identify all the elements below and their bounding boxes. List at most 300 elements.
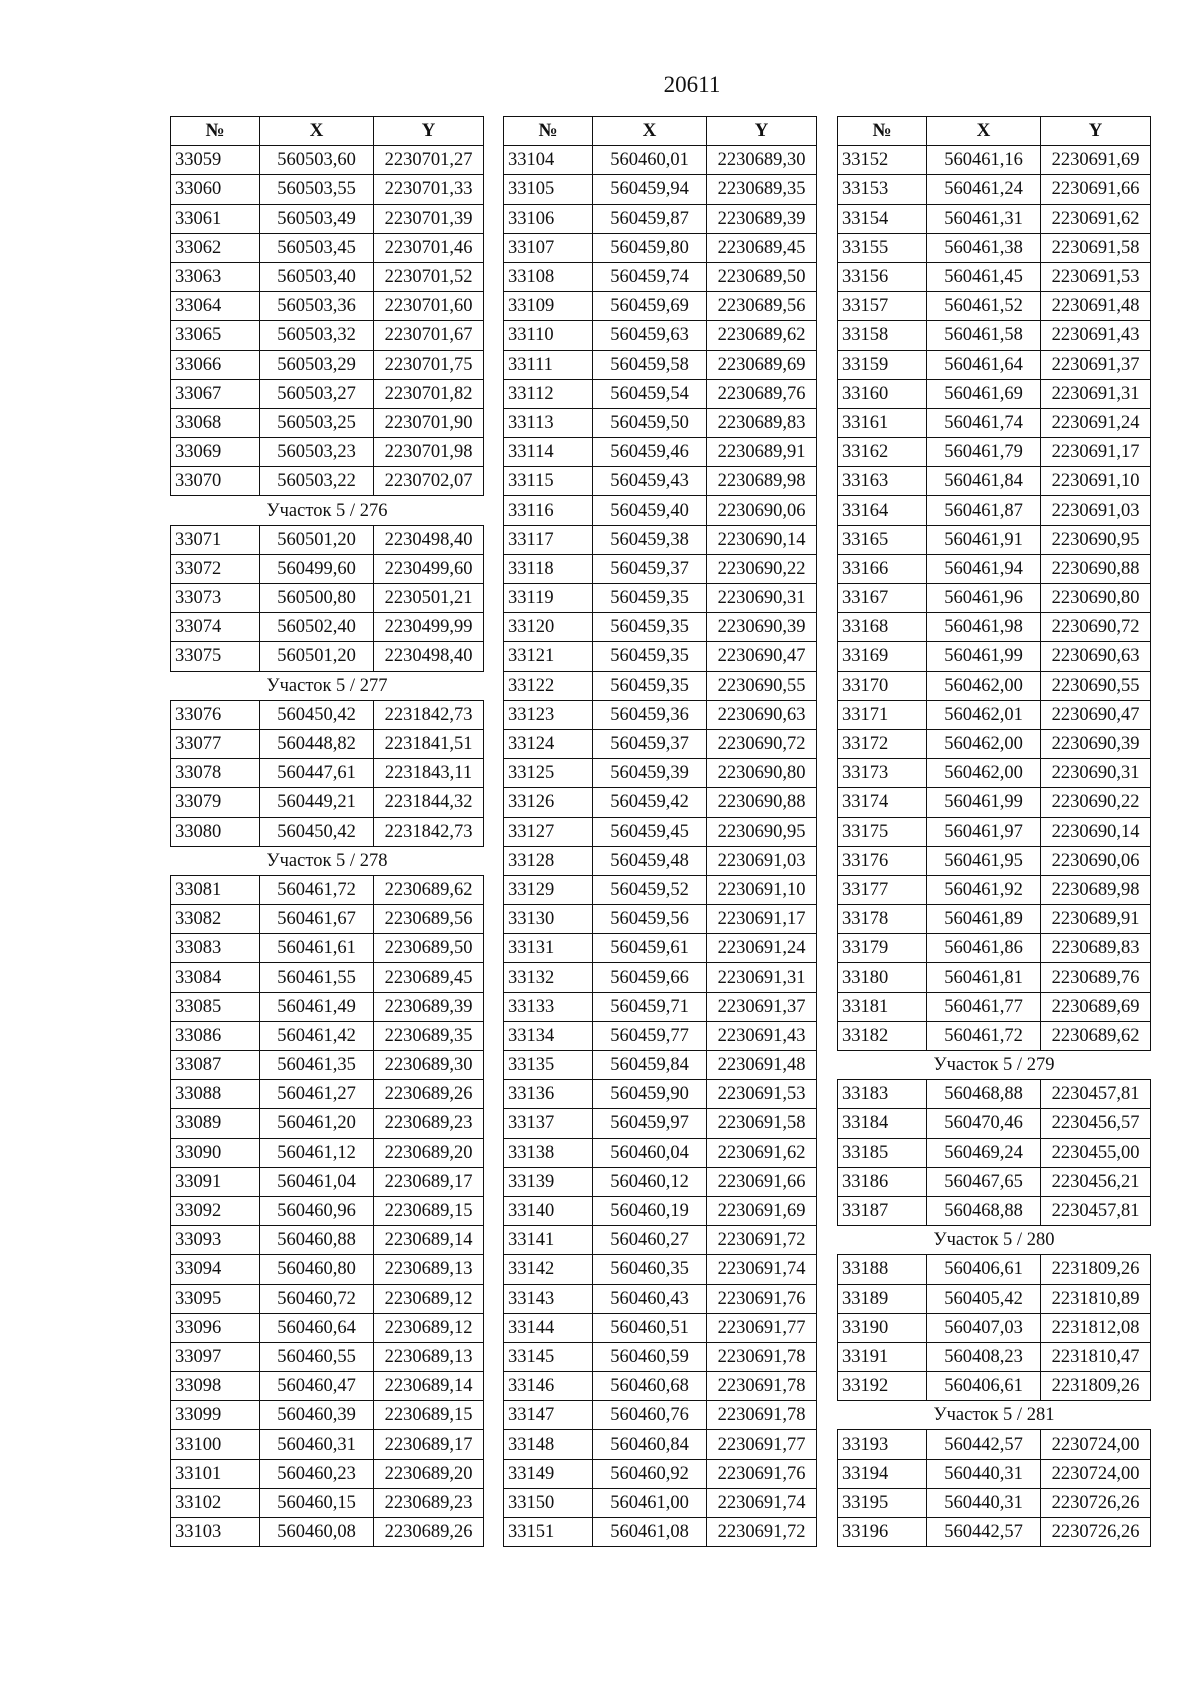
- y-coordinate-cell: 2230457,81: [1041, 1196, 1151, 1225]
- x-coordinate-cell: 560440,31: [927, 1488, 1041, 1517]
- point-number-cell: 33151: [504, 1518, 593, 1547]
- table-row: [838, 496, 1151, 525]
- y-coordinate-cell: 2230690,55: [1041, 671, 1151, 700]
- point-number-cell: 33163: [838, 467, 927, 496]
- y-coordinate-cell: 2230455,00: [1041, 1138, 1151, 1167]
- x-coordinate-cell: 560459,39: [593, 759, 707, 788]
- point-number-cell: 33170: [838, 671, 927, 700]
- y-coordinate-cell: 2230689,14: [374, 1226, 484, 1255]
- point-number-cell: 33087: [171, 1051, 260, 1080]
- table-row: [504, 1488, 817, 1517]
- x-coordinate-cell: 560467,65: [927, 1167, 1041, 1196]
- point-number-cell: 33131: [504, 934, 593, 963]
- point-number-cell: 33078: [171, 759, 260, 788]
- y-coordinate-cell: 2230690,14: [1041, 817, 1151, 846]
- x-coordinate-cell: 560461,95: [927, 846, 1041, 875]
- table-row: [838, 262, 1151, 291]
- x-coordinate-cell: 560459,43: [593, 467, 707, 496]
- point-number-cell: 33175: [838, 817, 927, 846]
- y-coordinate-cell: 2230499,99: [374, 613, 484, 642]
- y-coordinate-cell: 2230689,35: [707, 175, 817, 204]
- y-coordinate-cell: 2230691,53: [1041, 262, 1151, 291]
- y-coordinate-cell: 2230691,24: [1041, 408, 1151, 437]
- y-coordinate-cell: 2230456,57: [1041, 1109, 1151, 1138]
- x-coordinate-cell: 560461,35: [260, 1051, 374, 1080]
- x-coordinate-cell: 560461,81: [927, 963, 1041, 992]
- x-coordinate-cell: 560462,00: [927, 729, 1041, 758]
- x-coordinate-cell: 560405,42: [927, 1284, 1041, 1313]
- x-coordinate-cell: 560460,80: [260, 1255, 374, 1284]
- point-number-cell: 33114: [504, 438, 593, 467]
- x-coordinate-cell: 560461,00: [593, 1488, 707, 1517]
- x-coordinate-cell: 560459,56: [593, 905, 707, 934]
- x-coordinate-cell: 560461,20: [260, 1109, 374, 1138]
- x-coordinate-cell: 560460,47: [260, 1372, 374, 1401]
- point-number-cell: 33073: [171, 584, 260, 613]
- point-number-cell: 33171: [838, 700, 927, 729]
- table-row: [838, 788, 1151, 817]
- table-row: [838, 700, 1151, 729]
- table-row: [838, 584, 1151, 613]
- table-row: [504, 1167, 817, 1196]
- x-coordinate-cell: 560460,08: [260, 1518, 374, 1547]
- x-coordinate-cell: 560460,72: [260, 1284, 374, 1313]
- y-coordinate-cell: 2230691,72: [707, 1226, 817, 1255]
- y-coordinate-cell: 2230689,17: [374, 1430, 484, 1459]
- y-coordinate-cell: 2230690,88: [1041, 554, 1151, 583]
- point-number-cell: 33126: [504, 788, 593, 817]
- y-coordinate-cell: 2230691,69: [707, 1196, 817, 1225]
- y-coordinate-cell: 2230690,63: [1041, 642, 1151, 671]
- x-coordinate-cell: 560461,12: [260, 1138, 374, 1167]
- x-coordinate-cell: 560460,59: [593, 1342, 707, 1371]
- x-coordinate-cell: 560461,42: [260, 1021, 374, 1050]
- x-coordinate-cell: 560460,15: [260, 1488, 374, 1517]
- table-row: [171, 1401, 484, 1430]
- point-number-cell: 33173: [838, 759, 927, 788]
- y-coordinate-cell: 2230690,95: [1041, 525, 1151, 554]
- page-number: 20611: [663, 72, 721, 97]
- y-coordinate-cell: 2230691,43: [1041, 321, 1151, 350]
- table-row: [504, 1372, 817, 1401]
- y-coordinate-cell: 2231844,32: [374, 788, 484, 817]
- table-row: [504, 1109, 817, 1138]
- table-row: [504, 496, 817, 525]
- y-coordinate-cell: 2230691,78: [707, 1401, 817, 1430]
- table-row: [171, 817, 484, 846]
- y-coordinate-cell: 2230689,98: [707, 467, 817, 496]
- y-coordinate-cell: 2230690,63: [707, 700, 817, 729]
- table-row: [838, 1167, 1151, 1196]
- table-row: [504, 992, 817, 1021]
- y-coordinate-cell: 2230724,00: [1041, 1459, 1151, 1488]
- table-row: [504, 963, 817, 992]
- table-row: [171, 963, 484, 992]
- y-coordinate-cell: 2230689,39: [707, 204, 817, 233]
- point-number-cell: 33084: [171, 963, 260, 992]
- y-coordinate-cell: 2230689,12: [374, 1284, 484, 1313]
- header-x: X: [260, 117, 374, 146]
- point-number-cell: 33075: [171, 642, 260, 671]
- y-coordinate-cell: 2230690,06: [707, 496, 817, 525]
- table-row: [504, 1313, 817, 1342]
- x-coordinate-cell: 560461,55: [260, 963, 374, 992]
- y-coordinate-cell: 2230701,27: [374, 146, 484, 175]
- x-coordinate-cell: 560459,58: [593, 350, 707, 379]
- table-row: [504, 642, 817, 671]
- point-number-cell: 33176: [838, 846, 927, 875]
- x-coordinate-cell: 560503,32: [260, 321, 374, 350]
- section-title: Участок 5 / 277: [171, 671, 484, 700]
- x-coordinate-cell: 560462,00: [927, 759, 1041, 788]
- y-coordinate-cell: 2230691,24: [707, 934, 817, 963]
- x-coordinate-cell: 560461,52: [927, 292, 1041, 321]
- point-number-cell: 33079: [171, 788, 260, 817]
- table-row: [838, 1518, 1151, 1547]
- x-coordinate-cell: 560450,42: [260, 817, 374, 846]
- table-row: [171, 175, 484, 204]
- section-row: [171, 671, 484, 700]
- table-row: [504, 759, 817, 788]
- header-y: Y: [374, 117, 484, 146]
- x-coordinate-cell: 560460,35: [593, 1255, 707, 1284]
- header-y: Y: [707, 117, 817, 146]
- x-coordinate-cell: 560461,79: [927, 438, 1041, 467]
- table-row: [838, 321, 1151, 350]
- point-number-cell: 33062: [171, 233, 260, 262]
- y-coordinate-cell: 2230456,21: [1041, 1167, 1151, 1196]
- table-row: [838, 408, 1151, 437]
- x-coordinate-cell: 560459,63: [593, 321, 707, 350]
- y-coordinate-cell: 2231842,73: [374, 817, 484, 846]
- x-coordinate-cell: 560461,72: [927, 1021, 1041, 1050]
- point-number-cell: 33174: [838, 788, 927, 817]
- point-number-cell: 33165: [838, 525, 927, 554]
- section-row: [838, 1051, 1151, 1080]
- table-row: [838, 729, 1151, 758]
- point-number-cell: 33182: [838, 1021, 927, 1050]
- y-coordinate-cell: 2230689,91: [1041, 905, 1151, 934]
- table-row: [838, 1313, 1151, 1342]
- y-coordinate-cell: 2230726,26: [1041, 1518, 1151, 1547]
- table-row: [171, 233, 484, 262]
- coordinates-table-1: [170, 116, 484, 1547]
- x-coordinate-cell: 560459,37: [593, 554, 707, 583]
- point-number-cell: 33186: [838, 1167, 927, 1196]
- point-number-cell: 33177: [838, 875, 927, 904]
- point-number-cell: 33146: [504, 1372, 593, 1401]
- x-coordinate-cell: 560459,35: [593, 584, 707, 613]
- x-coordinate-cell: 560503,29: [260, 350, 374, 379]
- point-number-cell: 33164: [838, 496, 927, 525]
- x-coordinate-cell: 560461,27: [260, 1080, 374, 1109]
- x-coordinate-cell: 560459,38: [593, 525, 707, 554]
- y-coordinate-cell: 2230689,26: [374, 1080, 484, 1109]
- table-row: [504, 262, 817, 291]
- y-coordinate-cell: 2231842,73: [374, 700, 484, 729]
- point-number-cell: 33072: [171, 554, 260, 583]
- point-number-cell: 33138: [504, 1138, 593, 1167]
- point-number-cell: 33061: [171, 204, 260, 233]
- y-coordinate-cell: 2230691,03: [1041, 496, 1151, 525]
- y-coordinate-cell: 2231810,47: [1041, 1342, 1151, 1371]
- x-coordinate-cell: 560503,49: [260, 204, 374, 233]
- table-row: [504, 1080, 817, 1109]
- y-coordinate-cell: 2230701,75: [374, 350, 484, 379]
- y-coordinate-cell: 2230701,98: [374, 438, 484, 467]
- table-row: [838, 146, 1151, 175]
- table-row: [171, 788, 484, 817]
- table-row: [838, 175, 1151, 204]
- y-coordinate-cell: 2230689,91: [707, 438, 817, 467]
- point-number-cell: 33118: [504, 554, 593, 583]
- table-row: [504, 729, 817, 758]
- point-number-cell: 33185: [838, 1138, 927, 1167]
- point-number-cell: 33100: [171, 1430, 260, 1459]
- y-coordinate-cell: 2230689,26: [374, 1518, 484, 1547]
- table-row: [171, 408, 484, 437]
- x-coordinate-cell: 560461,86: [927, 934, 1041, 963]
- y-coordinate-cell: 2231810,89: [1041, 1284, 1151, 1313]
- point-number-cell: 33098: [171, 1372, 260, 1401]
- point-number-cell: 33060: [171, 175, 260, 204]
- y-coordinate-cell: 2230691,78: [707, 1342, 817, 1371]
- table-header-row: [504, 117, 817, 146]
- point-number-cell: 33133: [504, 992, 593, 1021]
- table-row: [504, 1226, 817, 1255]
- point-number-cell: 33090: [171, 1138, 260, 1167]
- y-coordinate-cell: 2230690,95: [707, 817, 817, 846]
- section-row: [171, 846, 484, 875]
- x-coordinate-cell: 560461,98: [927, 613, 1041, 642]
- point-number-cell: 33097: [171, 1342, 260, 1371]
- x-coordinate-cell: 560461,67: [260, 905, 374, 934]
- table-row: [838, 875, 1151, 904]
- table-row: [504, 379, 817, 408]
- point-number-cell: 33132: [504, 963, 593, 992]
- y-coordinate-cell: 2230689,98: [1041, 875, 1151, 904]
- point-number-cell: 33093: [171, 1226, 260, 1255]
- y-coordinate-cell: 2230689,23: [374, 1488, 484, 1517]
- point-number-cell: 33096: [171, 1313, 260, 1342]
- table-row: [504, 671, 817, 700]
- point-number-cell: 33064: [171, 292, 260, 321]
- y-coordinate-cell: 2230690,39: [1041, 729, 1151, 758]
- y-coordinate-cell: 2231841,51: [374, 729, 484, 758]
- point-number-cell: 33102: [171, 1488, 260, 1517]
- x-coordinate-cell: 560461,94: [927, 554, 1041, 583]
- x-coordinate-cell: 560468,88: [927, 1196, 1041, 1225]
- table-row: [171, 204, 484, 233]
- point-number-cell: 33144: [504, 1313, 593, 1342]
- point-number-cell: 33159: [838, 350, 927, 379]
- x-coordinate-cell: 560461,38: [927, 233, 1041, 262]
- table-row: [838, 759, 1151, 788]
- section-title: Участок 5 / 279: [838, 1051, 1151, 1080]
- table-row: [171, 642, 484, 671]
- x-coordinate-cell: 560408,23: [927, 1342, 1041, 1371]
- y-coordinate-cell: 2231812,08: [1041, 1313, 1151, 1342]
- x-coordinate-cell: 560501,20: [260, 642, 374, 671]
- y-coordinate-cell: 2230726,26: [1041, 1488, 1151, 1517]
- table-row: [504, 1401, 817, 1430]
- point-number-cell: 33181: [838, 992, 927, 1021]
- table-row: [171, 875, 484, 904]
- x-coordinate-cell: 560470,46: [927, 1109, 1041, 1138]
- y-coordinate-cell: 2230689,76: [707, 379, 817, 408]
- y-coordinate-cell: 2231843,11: [374, 759, 484, 788]
- point-number-cell: 33088: [171, 1080, 260, 1109]
- point-number-cell: 33140: [504, 1196, 593, 1225]
- x-coordinate-cell: 560460,51: [593, 1313, 707, 1342]
- point-number-cell: 33167: [838, 584, 927, 613]
- y-coordinate-cell: 2230689,30: [707, 146, 817, 175]
- x-coordinate-cell: 560460,31: [260, 1430, 374, 1459]
- table-row: [838, 1372, 1151, 1401]
- section-title: Участок 5 / 276: [171, 496, 484, 525]
- table-row: [171, 350, 484, 379]
- point-number-cell: 33092: [171, 1196, 260, 1225]
- point-number-cell: 33082: [171, 905, 260, 934]
- point-number-cell: 33166: [838, 554, 927, 583]
- x-coordinate-cell: 560461,87: [927, 496, 1041, 525]
- x-coordinate-cell: 560460,23: [260, 1459, 374, 1488]
- x-coordinate-cell: 560459,66: [593, 963, 707, 992]
- point-number-cell: 33063: [171, 262, 260, 291]
- y-coordinate-cell: 2230701,90: [374, 408, 484, 437]
- y-coordinate-cell: 2230690,80: [1041, 584, 1151, 613]
- table-row: [171, 292, 484, 321]
- point-number-cell: 33110: [504, 321, 593, 350]
- x-coordinate-cell: 560440,31: [927, 1459, 1041, 1488]
- y-coordinate-cell: 2230691,62: [707, 1138, 817, 1167]
- point-number-cell: 33142: [504, 1255, 593, 1284]
- x-coordinate-cell: 560459,94: [593, 175, 707, 204]
- y-coordinate-cell: 2230689,45: [374, 963, 484, 992]
- point-number-cell: 33180: [838, 963, 927, 992]
- table-row: [171, 584, 484, 613]
- x-coordinate-cell: 560460,55: [260, 1342, 374, 1371]
- y-coordinate-cell: 2230691,74: [707, 1488, 817, 1517]
- y-coordinate-cell: 2230689,13: [374, 1342, 484, 1371]
- y-coordinate-cell: 2230691,58: [1041, 233, 1151, 262]
- x-coordinate-cell: 560460,04: [593, 1138, 707, 1167]
- y-coordinate-cell: 2230691,31: [707, 963, 817, 992]
- x-coordinate-cell: 560461,99: [927, 642, 1041, 671]
- point-number-cell: 33149: [504, 1459, 593, 1488]
- point-number-cell: 33076: [171, 700, 260, 729]
- x-coordinate-cell: 560459,90: [593, 1080, 707, 1109]
- x-coordinate-cell: 560503,40: [260, 262, 374, 291]
- y-coordinate-cell: 2230689,83: [707, 408, 817, 437]
- y-coordinate-cell: 2230691,72: [707, 1518, 817, 1547]
- x-coordinate-cell: 560461,64: [927, 350, 1041, 379]
- y-coordinate-cell: 2230498,40: [374, 525, 484, 554]
- table-row: [838, 905, 1151, 934]
- table-row: [171, 554, 484, 583]
- y-coordinate-cell: 2230689,12: [374, 1313, 484, 1342]
- point-number-cell: 33147: [504, 1401, 593, 1430]
- y-coordinate-cell: 2230689,15: [374, 1196, 484, 1225]
- point-number-cell: 33067: [171, 379, 260, 408]
- x-coordinate-cell: 560459,87: [593, 204, 707, 233]
- point-number-cell: 33191: [838, 1342, 927, 1371]
- table-row: [504, 350, 817, 379]
- y-coordinate-cell: 2230498,40: [374, 642, 484, 671]
- x-coordinate-cell: 560461,84: [927, 467, 1041, 496]
- table-row: [504, 1138, 817, 1167]
- y-coordinate-cell: 2230691,76: [707, 1284, 817, 1313]
- point-number-cell: 33101: [171, 1459, 260, 1488]
- x-coordinate-cell: 560461,31: [927, 204, 1041, 233]
- table-row: [838, 204, 1151, 233]
- x-coordinate-cell: 560460,39: [260, 1401, 374, 1430]
- table-row: [504, 1196, 817, 1225]
- table-row: [504, 817, 817, 846]
- point-number-cell: 33168: [838, 613, 927, 642]
- y-coordinate-cell: 2230690,72: [707, 729, 817, 758]
- point-number-cell: 33157: [838, 292, 927, 321]
- x-coordinate-cell: 560469,24: [927, 1138, 1041, 1167]
- x-coordinate-cell: 560460,64: [260, 1313, 374, 1342]
- y-coordinate-cell: 2230689,14: [374, 1372, 484, 1401]
- table-row: [838, 1488, 1151, 1517]
- y-coordinate-cell: 2230690,47: [707, 642, 817, 671]
- x-coordinate-cell: 560407,03: [927, 1313, 1041, 1342]
- table-row: [838, 438, 1151, 467]
- point-number-cell: 33120: [504, 613, 593, 642]
- point-number-cell: 33154: [838, 204, 927, 233]
- y-coordinate-cell: 2230689,23: [374, 1109, 484, 1138]
- table-row: [171, 1109, 484, 1138]
- y-coordinate-cell: 2230691,48: [1041, 292, 1151, 321]
- table-row: [171, 1051, 484, 1080]
- y-coordinate-cell: 2230689,20: [374, 1138, 484, 1167]
- x-coordinate-cell: 560459,48: [593, 846, 707, 875]
- x-coordinate-cell: 560461,92: [927, 875, 1041, 904]
- y-coordinate-cell: 2230690,47: [1041, 700, 1151, 729]
- table-row: [504, 408, 817, 437]
- table-row: [504, 584, 817, 613]
- point-number-cell: 33117: [504, 525, 593, 554]
- y-coordinate-cell: 2230689,76: [1041, 963, 1151, 992]
- x-coordinate-cell: 560460,19: [593, 1196, 707, 1225]
- x-coordinate-cell: 560503,55: [260, 175, 374, 204]
- y-coordinate-cell: 2230689,50: [374, 934, 484, 963]
- table-row: [838, 613, 1151, 642]
- table-row: [171, 729, 484, 758]
- table-row: [171, 613, 484, 642]
- point-number-cell: 33128: [504, 846, 593, 875]
- table-row: [171, 700, 484, 729]
- y-coordinate-cell: 2230691,10: [1041, 467, 1151, 496]
- point-number-cell: 33099: [171, 1401, 260, 1430]
- point-number-cell: 33109: [504, 292, 593, 321]
- y-coordinate-cell: 2230689,62: [374, 875, 484, 904]
- table-row: [838, 1459, 1151, 1488]
- x-coordinate-cell: 560459,71: [593, 992, 707, 1021]
- point-number-cell: 33074: [171, 613, 260, 642]
- x-coordinate-cell: 560460,27: [593, 1226, 707, 1255]
- point-number-cell: 33135: [504, 1051, 593, 1080]
- table-row: [504, 905, 817, 934]
- table-row: [504, 1430, 817, 1459]
- y-coordinate-cell: 2230689,56: [374, 905, 484, 934]
- x-coordinate-cell: 560449,21: [260, 788, 374, 817]
- point-number-cell: 33153: [838, 175, 927, 204]
- section-title: Участок 5 / 278: [171, 846, 484, 875]
- point-number-cell: 33095: [171, 1284, 260, 1313]
